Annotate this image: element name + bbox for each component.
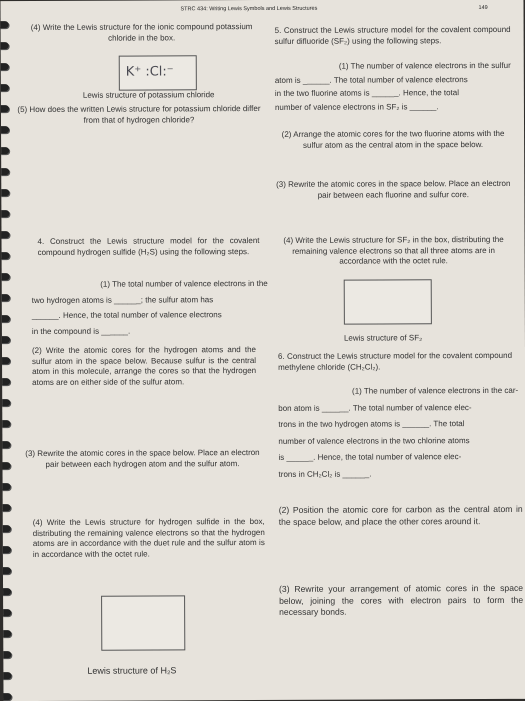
binding-ring bbox=[0, 84, 8, 91]
binding-ring bbox=[0, 252, 9, 259]
binding-ring bbox=[0, 315, 9, 322]
potassium-chloride-caption: Lewis structure of potassium chloride bbox=[82, 90, 215, 100]
binding-ring bbox=[0, 189, 9, 196]
binding-ring bbox=[0, 357, 10, 364]
binding-ring bbox=[0, 147, 9, 154]
binding-ring bbox=[0, 546, 10, 553]
binding-ring bbox=[0, 126, 9, 133]
section-4-step-3: (3) Rewrite the atomic cores in the space below. Place an electron pair between each hydrogen atom and the sulfur atom. bbox=[25, 448, 260, 469]
h2s-answer-box[interactable] bbox=[101, 595, 185, 650]
potassium-chloride-answer-box[interactable] bbox=[119, 55, 197, 90]
question-5: (5) How does the written Lewis structure for potassium chloride differ from that of hydrogen chloride? bbox=[17, 104, 261, 125]
binding-ring bbox=[0, 462, 10, 469]
binding-ring bbox=[0, 588, 11, 595]
h2s-caption: Lewis structure of H₂S bbox=[87, 665, 177, 676]
binding-ring bbox=[0, 693, 11, 700]
binding-ring bbox=[0, 651, 11, 658]
binding-ring bbox=[0, 336, 9, 343]
binding-ring bbox=[0, 420, 10, 427]
section-5-step-2: (2) Arrange the atomic cores for the two fluorine atoms with the sulfur atom as the central atom in the space below. bbox=[281, 128, 505, 150]
section-4-step-4: (4) Write the Lewis structure for hydrogen sulfide in the box, distributing the remaining valence electrons so that the hydrogen atoms are in accordance with the duet rule and the sulfur atom is in accordance with the octet rule. bbox=[32, 516, 265, 559]
handwritten-answer: K⁺ :Cl:⁻ bbox=[125, 64, 174, 80]
section-5-step-3: (3) Rewrite the atomic cores in the space below. Place an electron pair between each fluorine and sulfur core. bbox=[276, 178, 511, 200]
binding-ring bbox=[0, 567, 11, 574]
binding-ring bbox=[0, 399, 10, 406]
binding-ring bbox=[0, 210, 9, 217]
binding-ring bbox=[0, 273, 9, 280]
section-4-step-1: (1) The total number of valence electrons in the two hydrogen atoms is ______; the sulfur atom has ______. Hence, the total number of valence electrons in the compound is ______. bbox=[31, 278, 268, 336]
section-5-step-1: (1) The number of valence electrons in the sulfur atom is ______. The total number of valence electrons in the two fluorine atoms is ______. Hence, the total number of valence electrons in SF₂ is ______. bbox=[274, 60, 511, 112]
binding-ring bbox=[0, 525, 10, 532]
sf2-caption: Lewis structure of SF₂ bbox=[343, 333, 423, 343]
binding-ring bbox=[0, 672, 11, 679]
section-5-step-4: (4) Write the Lewis structure for SF₂ in the box, distributing the remaining valence electrons so that all three atoms are in accordance with the octet rule. bbox=[283, 234, 504, 266]
binding-ring bbox=[0, 168, 9, 175]
binding-ring bbox=[0, 105, 8, 112]
section-6-step-1: (1) The number of valence electrons in the car- bon atom is ______. The total number of valence elec- trons in the two hydrogen atoms is ______. The total number of valence electrons in the two chlorine atoms is ______. Hence, the total number of valence elec- trons in CH₂Cl₂ is ______. bbox=[278, 385, 519, 479]
question-4-ionic: (4) Write the Lewis structure for the ionic compound potassium chloride in the box. bbox=[30, 22, 253, 43]
binding-ring bbox=[0, 441, 10, 448]
binding-ring bbox=[0, 630, 11, 637]
binding-ring bbox=[0, 378, 10, 385]
sf2-answer-box[interactable] bbox=[344, 279, 432, 324]
section-5-heading: 5. Construct the Lewis structure model for the covalent compound sulfur difluoride (SF₂) using the following steps. bbox=[274, 24, 511, 46]
binding-ring bbox=[0, 42, 8, 49]
section-6-step-3: (3) Rewrite your arrangement of atomic cores in the space below, joining the cores with electron pairs to form the necessary bonds. bbox=[279, 582, 524, 617]
binding-ring bbox=[0, 294, 9, 301]
binding-ring bbox=[0, 504, 10, 511]
section-6-step-2: (2) Position the atomic core for carbon as the central atom in the space below, and place the other cores around it. bbox=[278, 503, 523, 527]
section-4-heading: 4. Construct the Lewis structure model for the covalent compound hydrogen sulfide (H₂S) using the following steps. bbox=[37, 236, 260, 257]
running-header: STRC 434: Writing Lewis Symbols and Lewis Structures bbox=[180, 5, 318, 13]
binding-ring bbox=[0, 63, 8, 70]
page-number: 149 bbox=[478, 5, 488, 12]
section-4-step-2: (2) Write the atomic cores for the hydrogen atoms and the sulfur atom in the space below. Because sulfur is the central atom in this molecule, arrange the cores so that the hydrogen atoms are on either side of the sulfur atom. bbox=[31, 345, 257, 387]
binding-ring bbox=[0, 609, 11, 616]
section-6-heading: 6. Construct the Lewis structure model for the covalent compound methylene chloride (CH₂Cl₂). bbox=[278, 350, 513, 372]
binding-ring bbox=[0, 231, 9, 238]
binding-ring bbox=[0, 21, 8, 28]
binding-ring bbox=[0, 483, 10, 490]
